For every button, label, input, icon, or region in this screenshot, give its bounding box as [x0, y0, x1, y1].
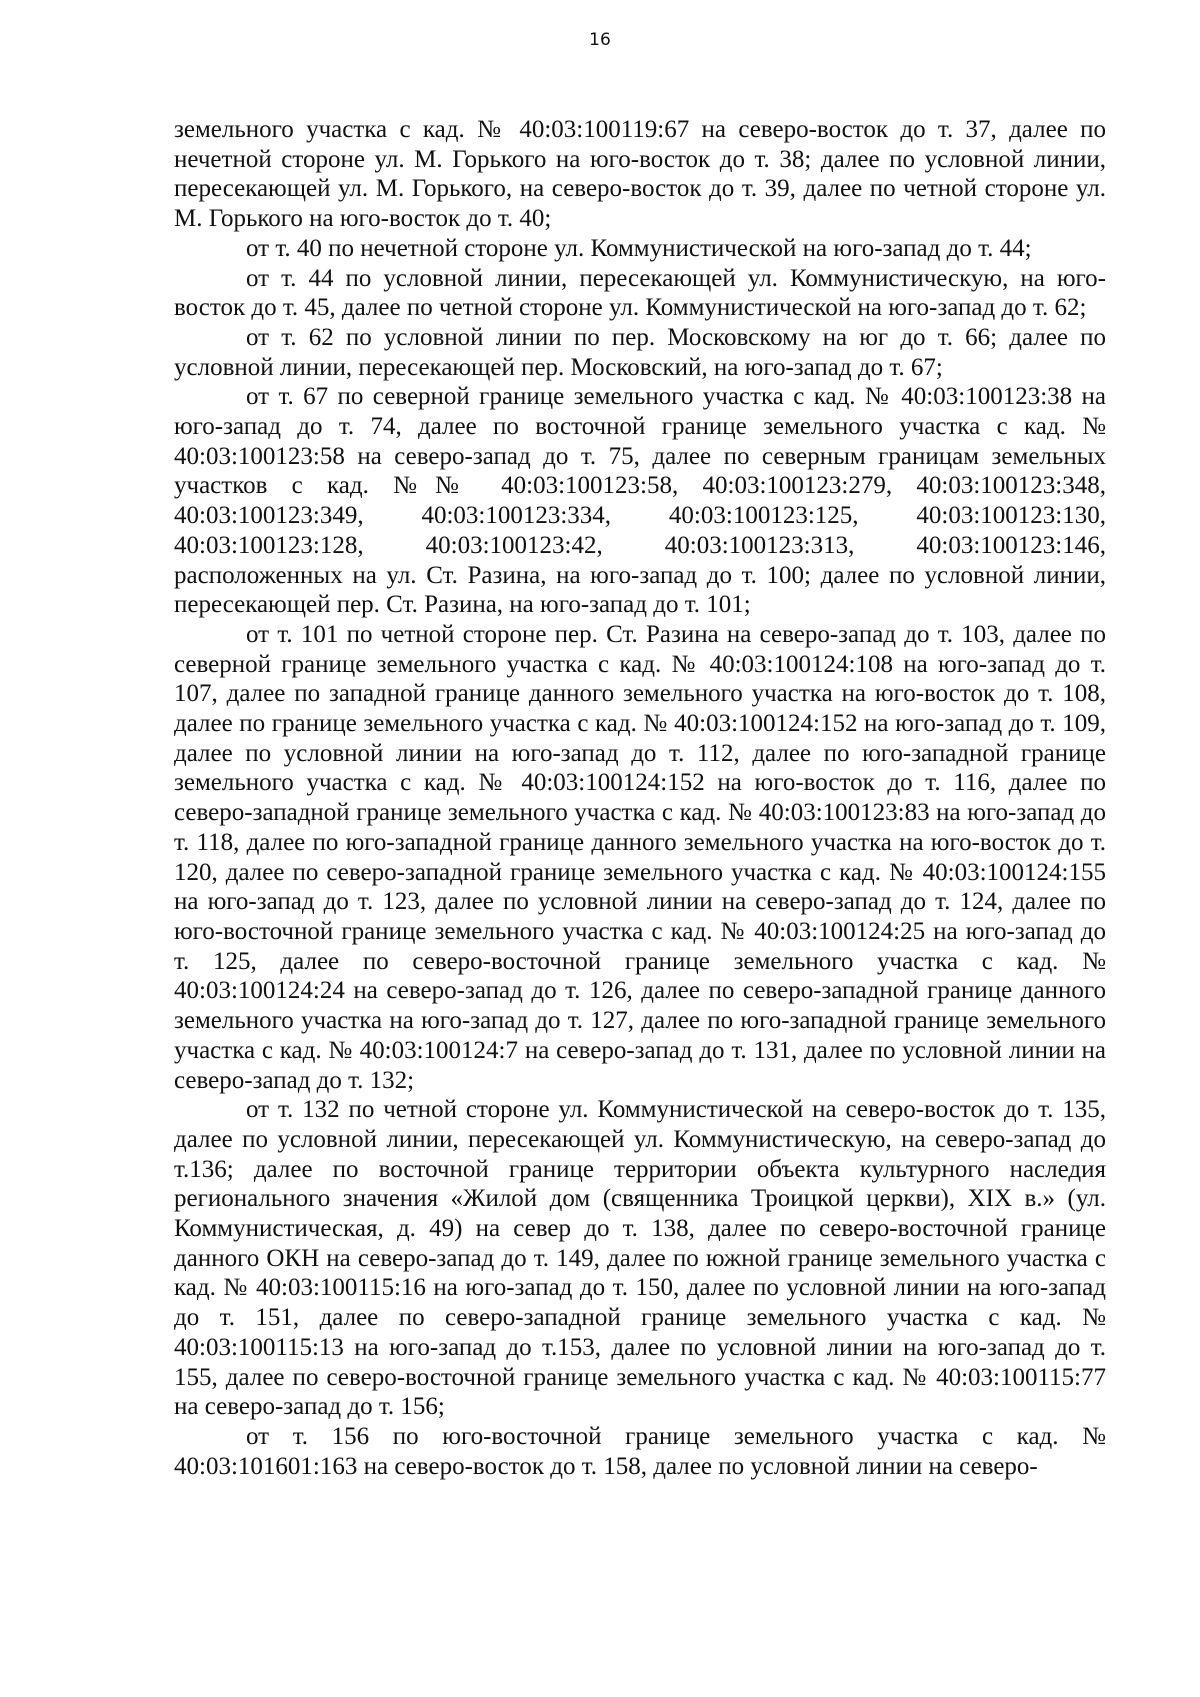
paragraph-point-101: от т. 101 по четной стороне пер. Ст. Разина на северо-запад до т. 103, далее по северной границе земельного участка с кад. № 40:03:100124:108 на юго-запад до т. 107, далее по западной границе данного земельного участка на юго-восток до т. 108, далее по границе земельного участка с кад. № 40:03:100124:152 на юго-запад до т. 109, далее по условной линии на юго-запад до т. 112, далее по юго-западной границе земельного участка с кад. № 40:03:100124:152 на юго-восток до т. 116, далее по северо-западной границе земельного участка с кад. № 40:03:100123:83 на юго-запад до т. 118, далее по юго-западной границе данного земельного участка на юго-восток до т. 120, далее по северо-западной границе земельного участка с кад. № 40:03:100124:155 на юго-запад до т. 123, далее по условной линии на северо-запад до т. 124, далее по юго-восточной границе земельного участка с кад. № 40:03:100124:25 на юго-запад до т. 125, далее по северо-восточной границе земельного участка с кад. № 40:03:100124:24 на северо-запад до т. 126, далее по северо-западной границе данного земельного участка на юго-запад до т. 127, далее по юго-западной границе земельного участка с кад. № 40:03:100124:7 на северо-запад до т. 131, далее по условной линии на северо-запад до т. 132;: [174, 620, 1106, 1094]
document-body: [174, 115, 1106, 1481]
paragraph-point-156: от т. 156 по юго-восточной границе земельного участка с кад. № 40:03:101601:163 на северо-восток до т. 158, далее по условной линии на северо-: [174, 1422, 1106, 1480]
paragraph-point-62: от т. 62 по условной линии по пер. Московскому на юг до т. 66; далее по условной линии, пересекающей пер. Московский, на юго-запад до т. 67;: [174, 323, 1106, 381]
paragraph-point-40: от т. 40 по нечетной стороне ул. Коммунистической на юго-запад до т. 44;: [246, 234, 1032, 262]
paragraph-point-44: от т. 44 по условной линии, пересекающей ул. Коммунистическую, на юго-восток до т. 45, далее по четной стороне ул. Коммунистической на юго-запад до т. 62;: [174, 264, 1106, 322]
paragraph-point-67: от т. 67 по северной границе земельного участка с кад. № 40:03:100123:38 на юго-запад до т. 74, далее по восточной границе земельного участка с кад. № 40:03:100123:58 на северо-запад до т. 75, далее по северным границам земельных участков с кад. №№ 40:03:100123:58, 40:03:100123:279, 40:03:100123:348, 40:03:100123:349, 40:03:100123:334, 40:03:100123:125, 40:03:100123:130, 40:03:100123:128, 40:03:100123:42, 40:03:100123:313, 40:03:100123:146, расположенных на ул. Ст. Разина, на юго-запад до т. 100; далее по условной линии, пересекающей пер. Ст. Разина, на юго-запад до т. 101;: [174, 383, 1106, 619]
paragraph-point-132: от т. 132 по четной стороне ул. Коммунистической на северо-восток до т. 135, далее по условной линии, пересекающей ул. Коммунистическую, на северо-запад до т.136; далее по восточной границе территории объекта культурного наследия регионального значения «Жилой дом (священника Троицкой церкви), XIX в.» (ул. Коммунистическая, д. 49) на север до т. 138, далее по северо-восточной границе данного ОКН на северо-запад до т. 149, далее по южной границе земельного участка с кад. № 40:03:100115:16 на юго-запад до т. 150, далее по условной линии на юго-запад до т. 151, далее по северо-западной границе земельного участка с кад. № 40:03:100115:13 на юго-запад до т.153, далее по условной линии на юго-запад до т. 155, далее по северо-восточной границе земельного участка с кад. № 40:03:100115:77 на северо-запад до т. 156;: [174, 1096, 1106, 1421]
paragraph-continuation: земельного участка с кад. № 40:03:100119:67 на северо-восток до т. 37, далее по нечетной стороне ул. М. Горького на юго-восток до т. 38; далее по условной линии, пересекающей ул. М. Горького, на северо-восток до т. 39, далее по четной стороне ул. М. Горького на юго-восток до т. 40;: [174, 116, 1106, 233]
page-number: 16: [589, 30, 611, 50]
